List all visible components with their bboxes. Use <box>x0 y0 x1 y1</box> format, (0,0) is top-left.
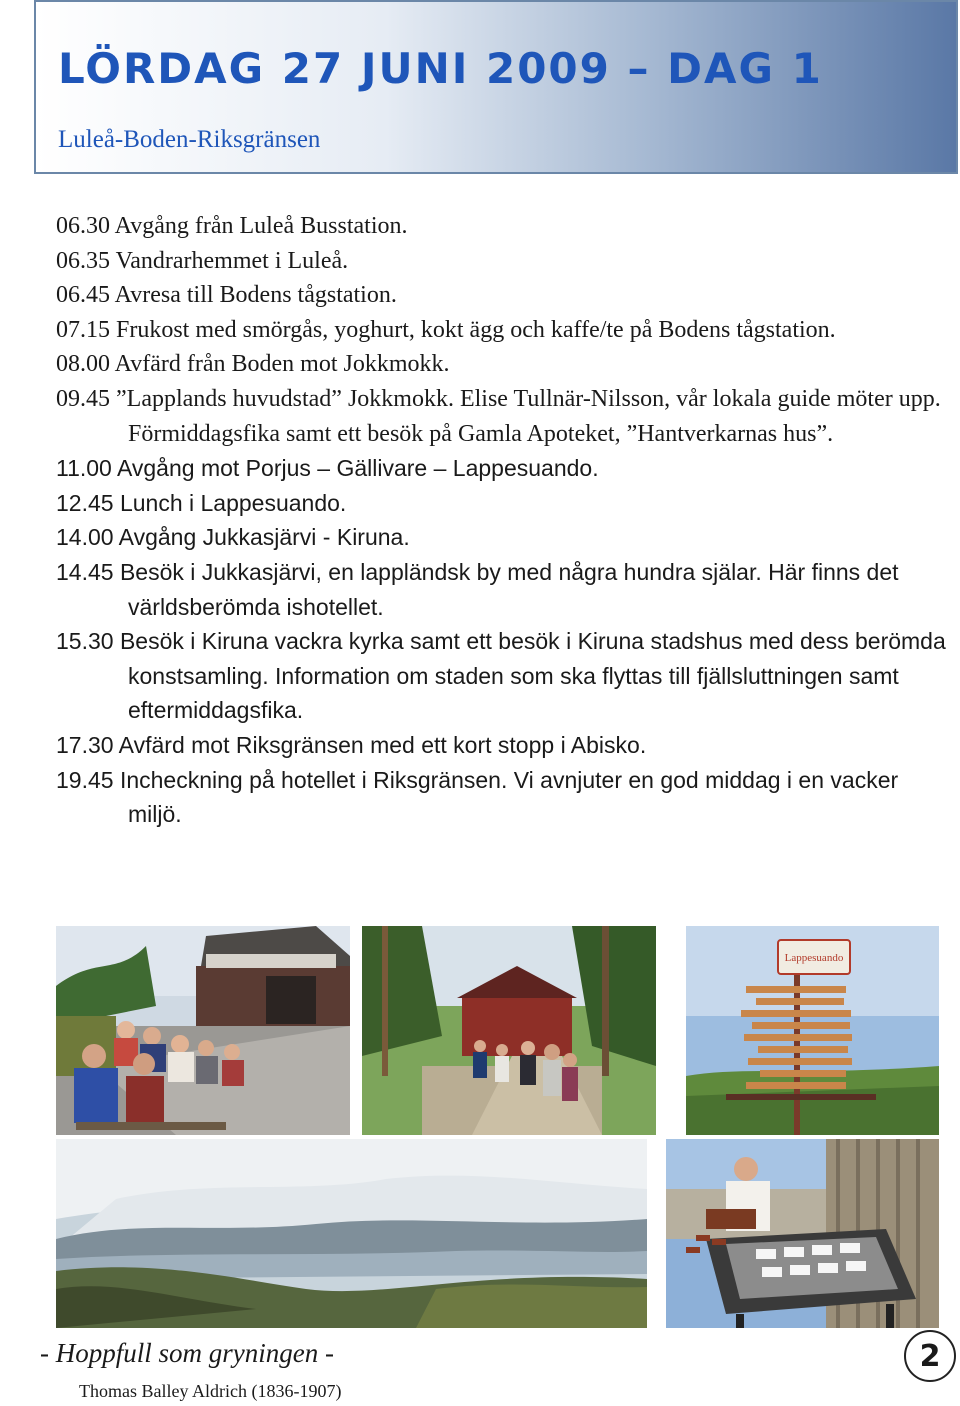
schedule-item: 08.00 Avfärd från Boden mot Jokkmokk. <box>56 351 450 378</box>
schedule-item: 09.45 ”Lapplands huvudstad” Jokkmokk. Elise Tullnär-Nilsson, vår lokala guide möter upp. Förmiddagsfika samt ett besök på Gamla Apoteket, ”Hantverkarnas hus”. <box>56 385 941 447</box>
quote-author: Thomas Balley Aldrich (1836-1907) <box>79 1381 342 1401</box>
page-title: LÖRDAG 27 JUNI 2009 – DAG 1 <box>58 44 823 93</box>
schedule-item: 17.30 Avfärd mot Riksgränsen med ett kort stopp i Abisko. <box>56 731 647 758</box>
sign-text: Lappesuando <box>784 952 844 964</box>
schedule-item: 12.45 Lunch i Lappesuando. <box>56 489 347 516</box>
schedule-item: 06.45 Avresa till Bodens tågstation. <box>56 282 397 309</box>
route-subtitle: Luleå-Boden-Riksgränsen <box>58 126 321 153</box>
schedule-item: 15.30 Besök i Kiruna vackra kyrka samt ett besök i Kiruna stadshus med dess berömda konstsamling. Information om staden som ska flyttas till fjällsluttningen samt eftermiddagsfika. <box>56 628 946 724</box>
schedule-item: 19.45 Incheckning på hotellet i Riksgränsen. Vi avnjuter en god middag i en vacker miljö. <box>56 766 899 828</box>
photo-lunch-group <box>56 926 350 1135</box>
day-schedule <box>56 209 956 832</box>
schedule-item: 11.00 Avgång mot Porjus – Gällivare – Lappesuando. <box>56 455 599 482</box>
header-banner <box>34 0 958 174</box>
photo-barbecue <box>666 1139 939 1328</box>
schedule-item: 06.30 Avgång från Luleå Busstation. <box>56 213 408 239</box>
schedule-item: 14.45 Besök i Jukkasjärvi, en lappländsk by med några hundra själar. Här finns det världsberömda ishotellet. <box>56 558 899 620</box>
schedule-item: 07.15 Frukost med smörgås, yoghurt, kokt ägg och kaffe/te på Bodens tågstation. <box>56 316 836 343</box>
photo-lappesuando-signpost <box>686 926 939 1135</box>
quote-text: - Hoppfull som gryningen - <box>40 1338 334 1368</box>
schedule-item: 06.35 Vandrarhemmet i Luleå. <box>56 247 349 274</box>
page-number: 2 <box>904 1330 956 1382</box>
schedule-item: 14.00 Avgång Jukkasjärvi - Kiruna. <box>56 524 410 551</box>
photo-mountain-landscape <box>56 1139 647 1328</box>
photo-walking-group <box>362 926 656 1135</box>
